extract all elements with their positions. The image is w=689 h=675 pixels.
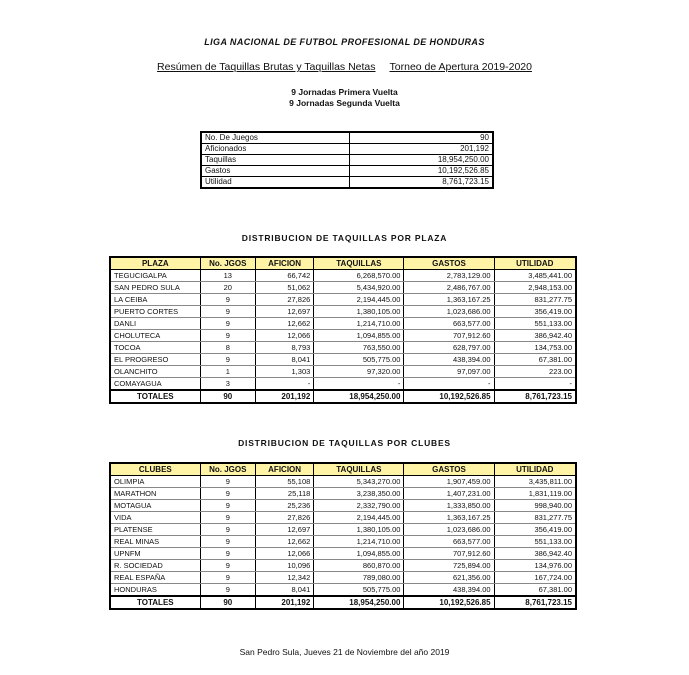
table-cell: 55,108 [255, 476, 313, 488]
totals-cell: 10,192,526.85 [404, 596, 494, 609]
table-cell: 6,268,570.00 [314, 270, 404, 282]
table-cell: 97,320.00 [314, 366, 404, 378]
column-header: UTILIDAD [494, 257, 576, 270]
table-cell: 67,381.00 [494, 584, 576, 597]
table-cell: 9 [200, 548, 255, 560]
table-cell: - [314, 378, 404, 391]
table-cell: SAN PEDRO SULA [110, 282, 200, 294]
report-subtitle-right: Torneo de Apertura 2019-2020 [389, 61, 532, 73]
table-cell: 2,194,445.00 [314, 512, 404, 524]
column-header: GASTOS [404, 463, 494, 476]
table-cell: TOCOA [110, 342, 200, 354]
summary-value: 8,761,723.15 [349, 177, 493, 189]
table-cell: 97,097.00 [404, 366, 494, 378]
table-cell: 725,894.00 [404, 560, 494, 572]
table-cell: 12,342 [255, 572, 313, 584]
table-cell: 8,041 [255, 354, 313, 366]
table-cell: 3,238,350.00 [314, 488, 404, 500]
table-row [110, 572, 576, 584]
column-header: CLUBES [110, 463, 200, 476]
clubes-section-title: DISTRIBUCION DE TAQUILLAS POR CLUBES [238, 438, 451, 448]
summary-row [201, 132, 493, 144]
table-cell: LA CEIBA [110, 294, 200, 306]
summary-row [201, 166, 493, 177]
column-header: TAQUILLAS [314, 463, 404, 476]
table-cell: 9 [200, 476, 255, 488]
table-cell: 663,577.00 [404, 536, 494, 548]
table-row [110, 270, 576, 282]
table-cell: 9 [200, 500, 255, 512]
table-cell: 27,826 [255, 294, 313, 306]
table-cell: - [404, 378, 494, 391]
table-cell: 5,434,920.00 [314, 282, 404, 294]
table-row [110, 378, 576, 391]
table-cell: OLANCHITO [110, 366, 200, 378]
summary-row [201, 155, 493, 166]
table-row [110, 584, 576, 597]
table-cell: 1,380,105.00 [314, 306, 404, 318]
table-cell: 2,194,445.00 [314, 294, 404, 306]
table-cell: 167,724.00 [494, 572, 576, 584]
table-cell: 1,907,459.00 [404, 476, 494, 488]
totals-cell: 201,192 [255, 596, 313, 609]
table-row [110, 488, 576, 500]
table-cell: 707,912.60 [404, 330, 494, 342]
summary-value: 18,954,250.00 [349, 155, 493, 166]
table-cell: DANLI [110, 318, 200, 330]
table-cell: MOTAGUA [110, 500, 200, 512]
summary-value: 201,192 [349, 144, 493, 155]
table-cell: 9 [200, 354, 255, 366]
table-cell: 663,577.00 [404, 318, 494, 330]
totals-row [110, 596, 576, 609]
table-cell: - [255, 378, 313, 391]
table-cell: 9 [200, 524, 255, 536]
table-cell: 1,333,850.00 [404, 500, 494, 512]
table-cell: 505,775.00 [314, 584, 404, 597]
table-cell: 9 [200, 572, 255, 584]
report-subtitle [0, 61, 689, 73]
summary-row [201, 177, 493, 189]
column-header: AFICION [255, 257, 313, 270]
plaza-table [109, 256, 577, 404]
table-cell: R. SOCIEDAD [110, 560, 200, 572]
column-header: PLAZA [110, 257, 200, 270]
table-cell: 20 [200, 282, 255, 294]
summary-label: Utilidad [201, 177, 349, 189]
table-cell: 621,356.00 [404, 572, 494, 584]
table-cell: 51,062 [255, 282, 313, 294]
table-cell: 8,041 [255, 584, 313, 597]
table-row [110, 294, 576, 306]
table-cell: COMAYAGUA [110, 378, 200, 391]
table-cell: OLIMPIA [110, 476, 200, 488]
table-cell: 831,277.75 [494, 512, 576, 524]
table-row [110, 306, 576, 318]
table-cell: 12,662 [255, 536, 313, 548]
table-cell: 9 [200, 318, 255, 330]
summary-table [200, 131, 494, 189]
table-cell: 8,793 [255, 342, 313, 354]
table-cell: - [494, 378, 576, 391]
table-cell: 628,797.00 [404, 342, 494, 354]
table-row [110, 342, 576, 354]
table-cell: 9 [200, 584, 255, 597]
table-cell: 3,485,441.00 [494, 270, 576, 282]
table-cell: 1,023,686.00 [404, 524, 494, 536]
table-cell: 10,096 [255, 560, 313, 572]
table-cell: 9 [200, 512, 255, 524]
table-cell: 134,753.00 [494, 342, 576, 354]
table-cell: PUERTO CORTES [110, 306, 200, 318]
table-cell: 356,419.00 [494, 306, 576, 318]
table-row [110, 524, 576, 536]
table-cell: 2,332,790.00 [314, 500, 404, 512]
table-cell: 2,486,767.00 [404, 282, 494, 294]
table-cell: REAL MINAS [110, 536, 200, 548]
summary-label: Gastos [201, 166, 349, 177]
table-row [110, 366, 576, 378]
table-cell: 66,742 [255, 270, 313, 282]
table-row [110, 536, 576, 548]
table-cell: EL PROGRESO [110, 354, 200, 366]
table-cell: UPNFM [110, 548, 200, 560]
totals-cell: 90 [200, 390, 255, 403]
round-second: 9 Jornadas Segunda Vuelta [289, 98, 400, 108]
table-cell: 9 [200, 306, 255, 318]
totals-cell: 8,761,723.15 [494, 390, 576, 403]
table-cell: 25,236 [255, 500, 313, 512]
table-cell: 789,080.00 [314, 572, 404, 584]
plaza-section-title: DISTRIBUCION DE TAQUILLAS POR PLAZA [241, 233, 448, 243]
column-header: TAQUILLAS [314, 257, 404, 270]
table-row [110, 512, 576, 524]
table-cell: 998,940.00 [494, 500, 576, 512]
table-cell: 551,133.00 [494, 318, 576, 330]
table-cell: 1,214,710.00 [314, 536, 404, 548]
summary-row [201, 144, 493, 155]
table-cell: 12,066 [255, 330, 313, 342]
table-cell: 9 [200, 488, 255, 500]
table-cell: 13 [200, 270, 255, 282]
table-cell: 1,023,686.00 [404, 306, 494, 318]
table-cell: 25,118 [255, 488, 313, 500]
footer-date: San Pedro Sula, Jueves 21 de Noviembre del año 2019 [239, 647, 450, 657]
table-cell: 9 [200, 294, 255, 306]
table-cell: REAL ESPAÑA [110, 572, 200, 584]
totals-cell: TOTALES [110, 596, 200, 609]
table-cell: 9 [200, 536, 255, 548]
table-cell: 1,303 [255, 366, 313, 378]
table-cell: PLATENSE [110, 524, 200, 536]
table-cell: 12,662 [255, 318, 313, 330]
table-row [110, 560, 576, 572]
table-cell: 9 [200, 330, 255, 342]
table-cell: 3 [200, 378, 255, 391]
totals-cell: 10,192,526.85 [404, 390, 494, 403]
table-cell: 67,381.00 [494, 354, 576, 366]
table-cell: 8 [200, 342, 255, 354]
round-first: 9 Jornadas Primera Vuelta [291, 87, 398, 97]
table-row [110, 354, 576, 366]
table-cell: 223.00 [494, 366, 576, 378]
table-row [110, 330, 576, 342]
summary-value: 90 [349, 132, 493, 144]
totals-row [110, 390, 576, 403]
table-cell: 2,948,153.00 [494, 282, 576, 294]
table-cell: 5,343,270.00 [314, 476, 404, 488]
table-cell: 3,435,811.00 [494, 476, 576, 488]
totals-cell: 90 [200, 596, 255, 609]
summary-value: 10,192,526.85 [349, 166, 493, 177]
table-cell: CHOLUTECA [110, 330, 200, 342]
totals-cell: 18,954,250.00 [314, 390, 404, 403]
table-cell: 12,697 [255, 524, 313, 536]
table-cell: 1,363,167.25 [404, 294, 494, 306]
table-cell: TEGUCIGALPA [110, 270, 200, 282]
summary-label: No. De Juegos [201, 132, 349, 144]
column-header: UTILIDAD [494, 463, 576, 476]
table-cell: 1 [200, 366, 255, 378]
table-cell: 1,094,855.00 [314, 548, 404, 560]
table-cell: MARATHON [110, 488, 200, 500]
summary-label: Taquillas [201, 155, 349, 166]
table-cell: 9 [200, 560, 255, 572]
league-title: LIGA NACIONAL DE FUTBOL PROFESIONAL DE HONDURAS [204, 37, 485, 47]
table-cell: 27,826 [255, 512, 313, 524]
table-cell: 2,783,129.00 [404, 270, 494, 282]
column-header: No. JGOS [200, 463, 255, 476]
table-cell: 551,133.00 [494, 536, 576, 548]
table-cell: 386,942.40 [494, 330, 576, 342]
table-row [110, 500, 576, 512]
column-header: GASTOS [404, 257, 494, 270]
table-cell: 438,394.00 [404, 354, 494, 366]
table-cell: 438,394.00 [404, 584, 494, 597]
totals-cell: 18,954,250.00 [314, 596, 404, 609]
table-cell: 1,831,119.00 [494, 488, 576, 500]
table-cell: 1,214,710.00 [314, 318, 404, 330]
summary-label: Aficionados [201, 144, 349, 155]
table-cell: 505,775.00 [314, 354, 404, 366]
table-cell: 860,870.00 [314, 560, 404, 572]
table-cell: 763,550.00 [314, 342, 404, 354]
table-cell: 1,363,167.25 [404, 512, 494, 524]
table-cell: HONDURAS [110, 584, 200, 597]
table-row [110, 282, 576, 294]
table-cell: 12,066 [255, 548, 313, 560]
totals-cell: TOTALES [110, 390, 200, 403]
totals-cell: 8,761,723.15 [494, 596, 576, 609]
table-cell: 134,976.00 [494, 560, 576, 572]
clubes-table [109, 462, 577, 610]
table-cell: 831,277.75 [494, 294, 576, 306]
column-header: AFICION [255, 463, 313, 476]
table-row [110, 548, 576, 560]
table-cell: 1,094,855.00 [314, 330, 404, 342]
table-cell: 1,407,231.00 [404, 488, 494, 500]
table-cell: 356,419.00 [494, 524, 576, 536]
table-row [110, 318, 576, 330]
totals-cell: 201,192 [255, 390, 313, 403]
table-cell: 1,380,105.00 [314, 524, 404, 536]
table-row [110, 476, 576, 488]
table-cell: 386,942.40 [494, 548, 576, 560]
report-subtitle-left: Resúmen de Taquillas Brutas y Taquillas Netas [157, 61, 376, 73]
table-cell: 12,697 [255, 306, 313, 318]
table-cell: VIDA [110, 512, 200, 524]
table-cell: 707,912.60 [404, 548, 494, 560]
column-header: No. JGOS [200, 257, 255, 270]
